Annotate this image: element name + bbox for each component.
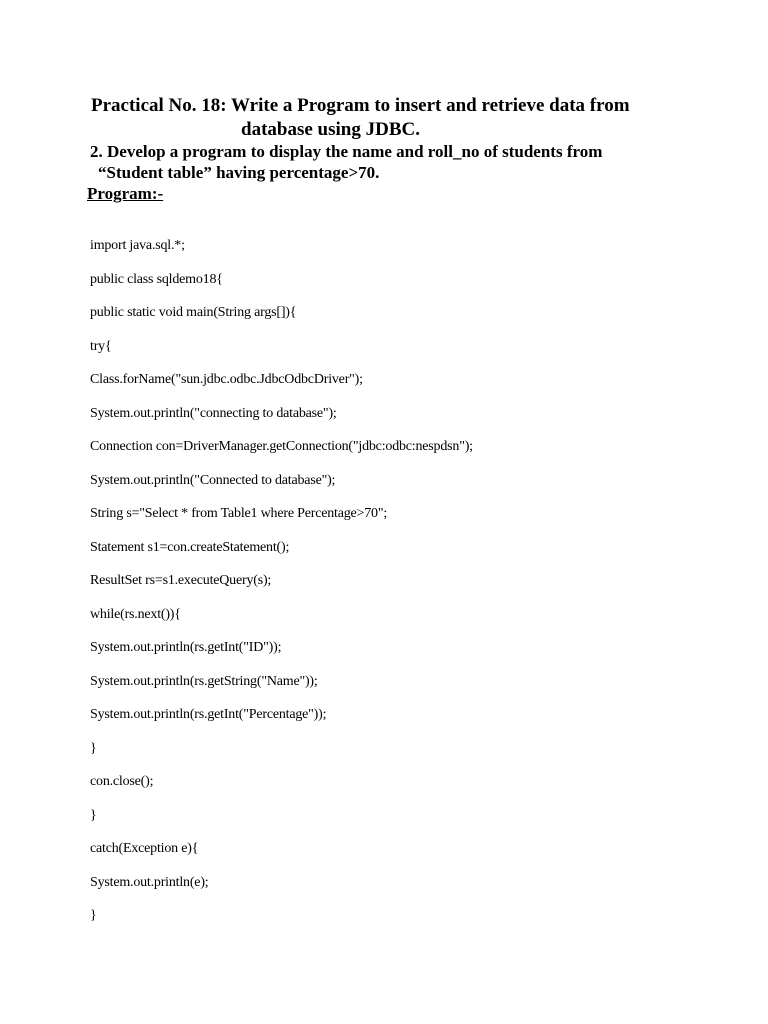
code-line: System.out.println("Connected to database"); bbox=[90, 472, 336, 488]
code-line: import java.sql.*; bbox=[90, 238, 185, 253]
code-line: } bbox=[90, 908, 97, 923]
code-line: } bbox=[90, 807, 97, 823]
practical-title-line-2: database using JDBC. bbox=[241, 119, 420, 140]
code-block bbox=[90, 236, 730, 940]
code-line: Statement s1=con.createStatement(); bbox=[90, 539, 290, 555]
code-line: public class sqldemo18{ bbox=[90, 271, 223, 287]
code-line: public static void main(String args[]){ bbox=[90, 305, 297, 320]
code-line: System.out.println(rs.getInt("ID")); bbox=[90, 640, 282, 655]
code-line: String s="Select * from Table1 where Percentage>70"; bbox=[90, 506, 388, 521]
code-line: System.out.println(e); bbox=[90, 874, 209, 890]
code-line: Class.forName("sun.jdbc.odbc.JdbcOdbcDriver"); bbox=[90, 372, 363, 387]
practical-title-line-1: Practical No. 18: Write a Program to insert and retrieve data from bbox=[91, 95, 630, 116]
program-label: Program:- bbox=[87, 184, 164, 203]
code-line: Connection con=DriverManager.getConnection("jdbc:odbc:nespdsn"); bbox=[90, 439, 473, 454]
code-line: } bbox=[90, 740, 97, 756]
code-line: System.out.println(rs.getInt("Percentage")); bbox=[90, 707, 327, 722]
code-line: while(rs.next()){ bbox=[90, 606, 181, 622]
code-line: try{ bbox=[90, 338, 112, 354]
code-line: ResultSet rs=s1.executeQuery(s); bbox=[90, 573, 272, 588]
question-line-1: 2. Develop a program to display the name and roll_no of students from bbox=[90, 142, 603, 161]
code-line: System.out.println("connecting to database"); bbox=[90, 405, 337, 421]
code-line: System.out.println(rs.getString("Name")); bbox=[90, 673, 318, 689]
code-line: con.close(); bbox=[90, 774, 154, 789]
code-line: catch(Exception e){ bbox=[90, 841, 199, 856]
question-line-2: “Student table” having percentage>70. bbox=[98, 163, 380, 182]
